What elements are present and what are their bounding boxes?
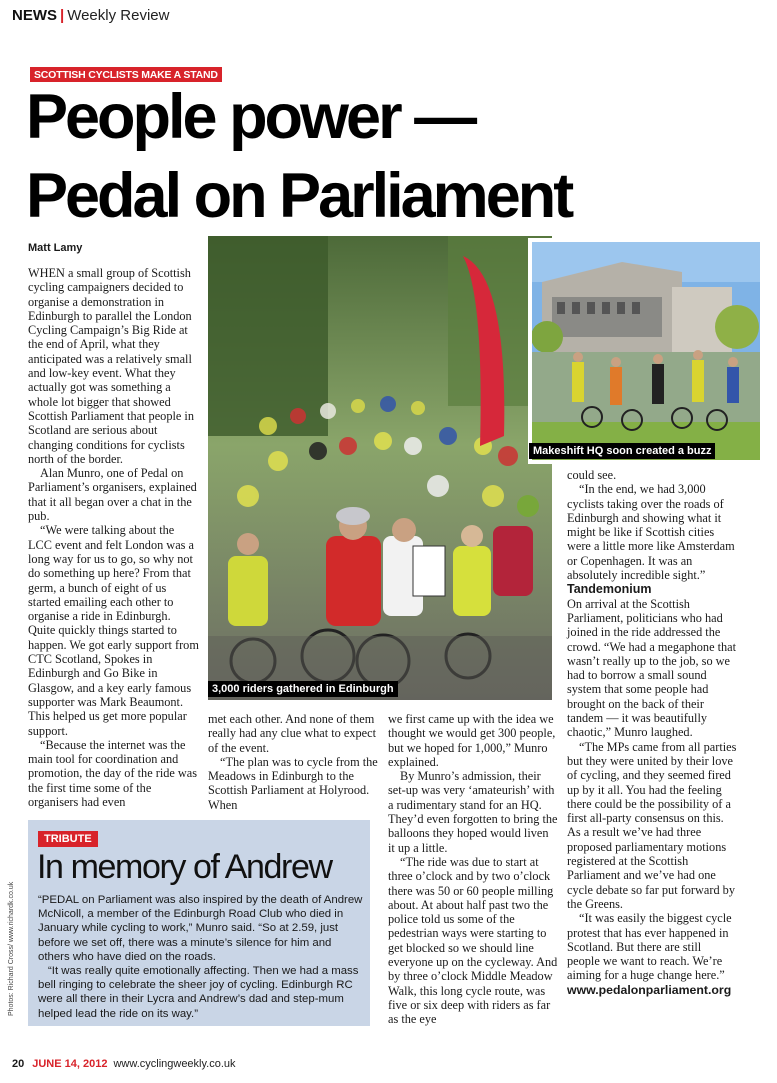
website-link[interactable]: www.pedalonparliament.org — [567, 982, 732, 997]
paragraph: “It was really quite emotionally affecting. Then we had a mass bell ringing to celebrate the sheer joy of cycling. Edinburgh RC were all there in their Lycra and Andrew’s dad and step-mum helped lead the ride on its way.” — [38, 965, 359, 1020]
parliament-illustration — [532, 242, 760, 460]
page-footer — [12, 1058, 236, 1070]
paragraph: “It was easily the biggest cycle protest that has ever happened in Scotland. But there are still people we want to reach. We’re aiming for a huge change here.” — [567, 911, 732, 983]
kicker-label: SCOTTISH CYCLISTS MAKE A STAND — [30, 67, 222, 82]
subheading: Tandemonium — [567, 582, 652, 597]
section-label: NEWS — [12, 7, 57, 24]
headline-line-2: Pedal on Parliament — [26, 161, 572, 231]
tribute-title: In memory of Andrew — [37, 848, 332, 886]
paragraph: “In the end, we had 3,000 cyclists taking over the roads of Edinburgh and showing what it might be like if Scottish cities were a little more like Amsterdam or Copenhagen. It was an absolutely incredible sight.” — [567, 482, 735, 583]
paragraph: WHEN a small group of Scottish cycling campaigners decided to organise a demonstration in Edinburgh to parallel the London Cycling Campaign’s Big Ride at the end of April, what they anticipated was a relatively small and low-key event. What they actually got was something a whole lot bigger that showed Scottish Parliament that people in Scotland are serious about changing conditions for cyclists north of the border. — [28, 266, 194, 466]
byline: Matt Lamy — [28, 242, 83, 254]
tribute-body — [38, 893, 366, 1021]
paragraph: “The plan was to cycle from the Meadows in Edinburgh to the Scottish Parliament at Holyrood. When — [208, 754, 378, 812]
paragraph: On arrival at the Scottish Parliament, politicians who had joined in the ride addressed the crowd. “We had a megaphone that wasn’t really up to the job, so we had to borrow a small sound system that some people had brought on the back of their tandem — it was beautifully chaotic,” Munro laughed. — [567, 596, 737, 740]
paragraph: “We were talking about the LCC event and felt London was a long way for us to go, so why not do something up here? From that germ, a bunch of eight of us started emailing each other to organise a ride in Edinburgh. Quite quickly things started to happen. We got early support from CTC Scotland, Spokes in Edinburgh and Go Bike in Glasgow, and a key early famous supporter was Mark Beaumont. This helped us get more popular support. — [28, 523, 199, 738]
paragraph: “PEDAL on Parliament was also inspired by the death of Andrew McNicoll, a member of the Edinburgh Road Club who died in January while cycling to work,” Munro said. “So at 2.59, just before we set off, there was a minute’s silence for him and others who have died on the roads. — [38, 894, 363, 963]
paragraph: could see. — [567, 468, 617, 482]
paragraph: “The MPs came from all parties but they were united by their love of cycling, and they seemed fired up by it all. You had the feeling there could be the possibility of a first all-party consensus on this. As a result we’ve had three proposed parliamentary motions registered at the Scottish Parliament and we’ve had one cycle debate so far put forward by the Greens. — [567, 739, 737, 911]
paragraph: By Munro’s admission, their set-up was very ‘amateurish’ with a rudimentary stand for an HQ. They’d even forgotten to bring the balloons they hoped would liven it up a little. — [388, 769, 558, 855]
small-photo-caption: Makeshift HQ soon created a buzz — [529, 443, 715, 459]
article-column-2 — [208, 712, 378, 812]
paragraph: we first came up with the idea we thought we would get 300 people, but we hoped for 1,000,” Munro explained. — [388, 712, 556, 769]
photo-credit: Photos: Richard Cross/ www.richardk.co.uk — [8, 881, 15, 1016]
paragraph: met each other. And none of them really had any clue what to expect of the event. — [208, 712, 376, 755]
tribute-tag: TRIBUTE — [38, 831, 98, 847]
paragraph: Alan Munro, one of Pedal on Parliament’s organisers, explained that it all began over a chat in the pub. — [28, 466, 197, 524]
page-header — [12, 6, 169, 24]
article-column-1 — [28, 266, 200, 809]
crowd-illustration — [208, 236, 552, 700]
article-column-4 — [567, 468, 737, 997]
footer-website[interactable]: www.cyclingweekly.co.uk — [113, 1058, 236, 1070]
header-divider: | — [60, 7, 65, 24]
article-column-3 — [388, 712, 558, 1027]
page-number: 20 — [12, 1058, 25, 1070]
paragraph: “Because the internet was the main tool for coordination and promotion, the day of the ride was the first time some of the organisers had even — [28, 737, 198, 809]
subsection-label: Weekly Review — [67, 7, 170, 24]
paragraph: “The ride was due to start at three o’clock and by two o’clock there was 50 or 60 people milling about. At about half past two the police told us some of the pedestrian ways were starting to get blocked so we should line everyone up on the cycleway. And by three o’clock Middle Meadow Walk, this long cycle route, was five or six deep with riders as far as the eye — [388, 854, 558, 1027]
main-photo-caption: 3,000 riders gathered in Edinburgh — [208, 681, 398, 697]
crowd-photo — [208, 236, 552, 700]
headline-line-1: People power — — [26, 82, 475, 152]
issue-date: JUNE 14, 2012 — [32, 1058, 108, 1070]
parliament-photo — [528, 238, 764, 464]
